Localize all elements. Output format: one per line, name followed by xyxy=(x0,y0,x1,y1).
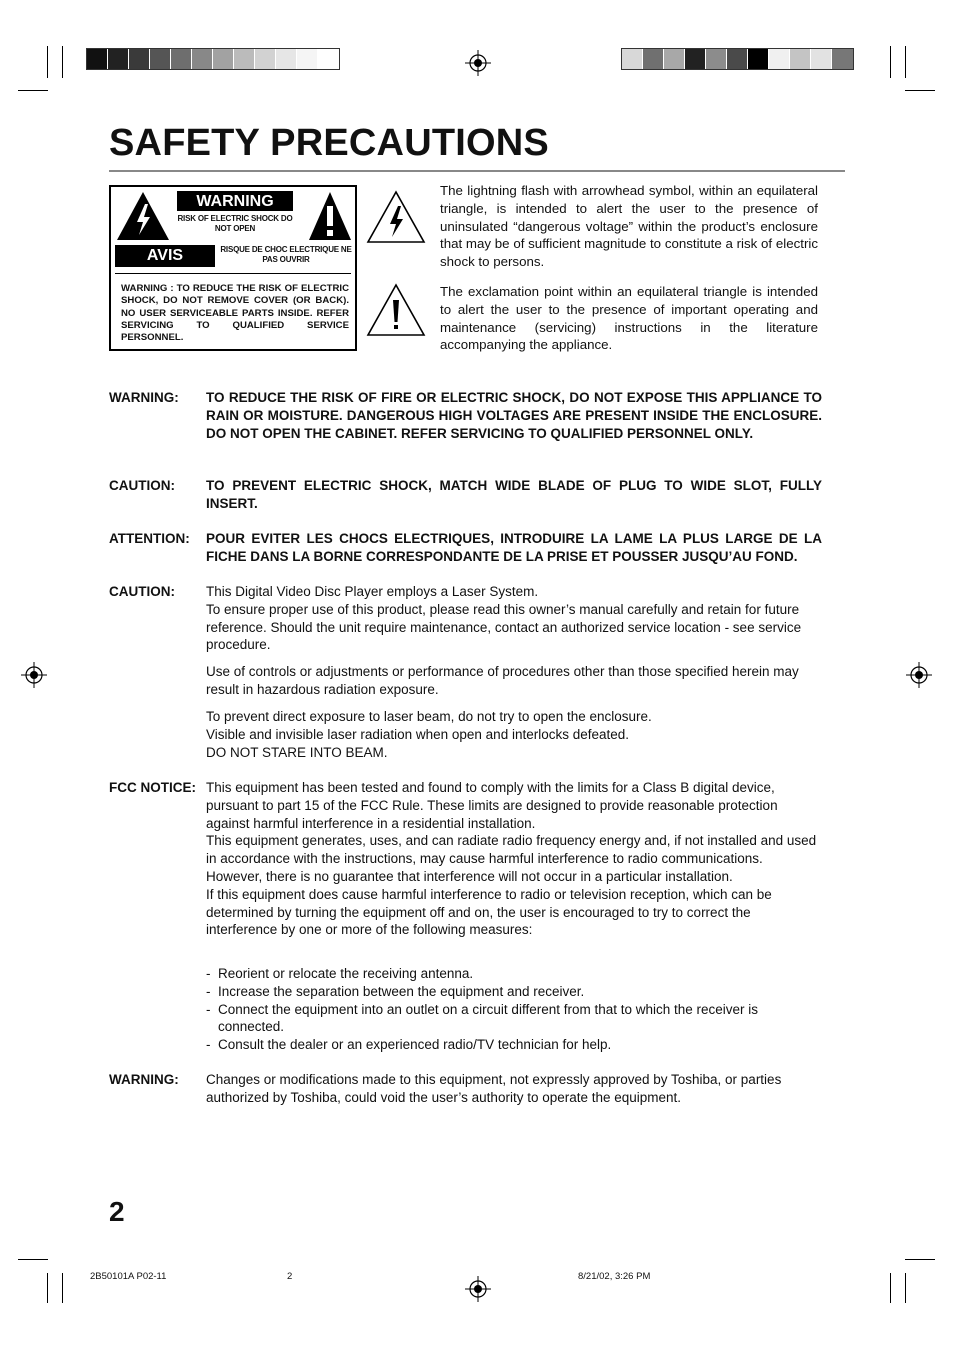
color-swatch xyxy=(685,49,706,69)
notice-modifications-text: Changes or modifications made to this equipment, not expressly approved by Toshiba, or parties authorized by Toshiba, could void the user’s authority to operate the equipment. xyxy=(206,1072,782,1105)
color-swatch xyxy=(748,49,769,69)
color-swatch xyxy=(664,49,685,69)
list-item: - Consult the dealer or an experienced radio/TV technician for help. xyxy=(206,1036,816,1054)
registration-mark-icon xyxy=(21,662,47,688)
lightning-triangle-icon xyxy=(115,190,171,242)
color-swatch xyxy=(129,49,150,69)
page-title: SAFETY PRECAUTIONS xyxy=(109,122,549,164)
color-bar-left xyxy=(86,48,340,70)
label-divider xyxy=(115,273,351,274)
crop-mark xyxy=(62,1273,63,1303)
registration-mark-icon xyxy=(906,662,932,688)
warning-heading: WARNING xyxy=(177,191,293,211)
label-warning-text: WARNING : TO REDUCE THE RISK OF ELECTRIC SHOCK, DO NOT REMOVE COVER (OR BACK). NO USER SERVICEABLE PARTS INSIDE. REFER SERVICING TO QUALIFIED SERVICE PERSONNEL. xyxy=(121,283,349,344)
crop-mark xyxy=(890,46,891,78)
crop-mark xyxy=(905,1273,906,1303)
footer-timestamp: 8/21/02, 3:26 PM xyxy=(578,1271,651,1282)
fcc-paragraph: If this equipment does cause harmful interference to radio or television reception, which can be determined by turning the equipment off and on, the user is encouraged to try to correct the interference by one or more of the following measures: xyxy=(206,886,772,938)
color-bar-right xyxy=(621,48,854,70)
color-swatch xyxy=(87,49,108,69)
lightning-triangle-icon xyxy=(365,189,427,245)
color-swatch xyxy=(213,49,234,69)
color-swatch xyxy=(790,49,811,69)
exclamation-symbol-description: The exclamation point within an equilateral triangle is intended to alert the user to the presence of important operating and maintenance (servicing) instructions in the literature accompanying the appliance. xyxy=(440,284,818,353)
avis-subtext: RISQUE DE CHOC ELECTRIQUE NE PAS OUVRIR xyxy=(220,245,352,264)
exclamation-triangle-icon xyxy=(307,190,353,242)
laser-caution-block xyxy=(206,708,812,761)
laser-caution-line: This Digital Video Disc Player employs a Laser System. xyxy=(206,584,539,599)
footer-file-code: 2B50101A P02-11 xyxy=(90,1271,167,1282)
avis-heading: AVIS xyxy=(115,245,215,267)
color-swatch xyxy=(318,49,339,69)
laser-caution-line: To prevent direct exposure to laser beam, do not try to open the enclosure. xyxy=(206,709,652,724)
crop-mark xyxy=(47,46,48,78)
fcc-paragraph: However, there is no guarantee that interference will not occur in a particular installation. xyxy=(206,868,733,884)
laser-caution-paragraph xyxy=(206,663,812,699)
fcc-paragraph: This equipment has been tested and found to comply with the limits for a Class B digital device, pursuant to part 15 of the FCC Rule. These limits are designed to provide reasonable protection against harmful interference in a residential installation. xyxy=(206,780,778,831)
list-item: - Connect the equipment into an outlet on a circuit different from that to which the receiver is connected. xyxy=(206,1001,816,1037)
crop-mark xyxy=(905,1259,935,1260)
exclamation-triangle-icon xyxy=(365,282,427,338)
notice-label-fcc: FCC NOTICE: xyxy=(109,780,196,795)
color-swatch xyxy=(234,49,255,69)
fcc-measures-list xyxy=(206,965,816,1054)
color-swatch xyxy=(727,49,748,69)
footer-page: 2 xyxy=(287,1271,293,1282)
color-swatch xyxy=(832,49,853,69)
color-swatch xyxy=(192,49,213,69)
crop-mark xyxy=(18,1259,48,1260)
color-swatch xyxy=(622,49,643,69)
laser-caution-line: DO NOT STARE INTO BEAM. xyxy=(206,744,388,760)
crop-mark xyxy=(890,1273,891,1303)
list-item: - Increase the separation between the equipment and receiver. xyxy=(206,983,816,1001)
fcc-notice-block xyxy=(206,779,818,939)
notice-label-warning: WARNING: xyxy=(109,390,179,405)
lightning-symbol-description: The lightning flash with arrowhead symbol, within an equilateral triangle, is intended to alert the user to the presence of uninsulated “dangerous voltage” within the product’s enclosure that may be of sufficient magnitude to constitute a risk of electric shock to persons. xyxy=(440,183,818,270)
color-swatch xyxy=(706,49,727,69)
page-number: 2 xyxy=(109,1196,125,1227)
notice-caution-text: TO PREVENT ELECTRIC SHOCK, MATCH WIDE BLADE OF PLUG TO WIDE SLOT, FULLY INSERT. xyxy=(206,478,822,511)
notice-label-caution-laser: CAUTION: xyxy=(109,584,175,599)
crop-mark xyxy=(18,90,48,91)
color-swatch xyxy=(150,49,171,69)
crop-mark xyxy=(905,90,935,91)
laser-caution-block xyxy=(206,583,812,654)
color-swatch xyxy=(255,49,276,69)
fcc-paragraph: This equipment generates, uses, and can radiate radio frequency energy and, if not installed and used in accordance with the instructions, may cause harmful interference to radio communications. xyxy=(206,833,817,867)
notice-attention-text: POUR EVITER LES CHOCS ELECTRIQUES, INTRODUIRE LA LAME LA PLUS LARGE DE LA FICHE DANS LA BORNE CORRESPONDANTE DE LA PRISE ET POUSSER JUSQU’AU FOND. xyxy=(206,531,822,564)
registration-mark-icon xyxy=(465,1276,491,1302)
color-swatch xyxy=(297,49,318,69)
notice-warning-text: TO REDUCE THE RISK OF FIRE OR ELECTRIC SHOCK, DO NOT EXPOSE THIS APPLIANCE TO RAIN OR MOISTURE. DANGEROUS HIGH VOLTAGES ARE PRESENT INSIDE THE ENCLOSURE. DO NOT OPEN THE CABINET. REFER SERVICING TO QUALIFIED PERSONNEL ONLY. xyxy=(206,390,822,441)
color-swatch xyxy=(108,49,129,69)
notice-label-caution: CAUTION: xyxy=(109,478,175,493)
color-swatch xyxy=(643,49,664,69)
warning-label xyxy=(109,185,357,351)
color-swatch xyxy=(276,49,297,69)
registration-mark-icon xyxy=(465,50,491,76)
notice-label-warning-modifications: WARNING: xyxy=(109,1072,179,1087)
color-swatch xyxy=(769,49,790,69)
notice-label-attention: ATTENTION: xyxy=(109,531,190,546)
color-swatch xyxy=(171,49,192,69)
color-swatch xyxy=(811,49,832,69)
crop-mark xyxy=(62,46,63,78)
laser-caution-line: Visible and invisible laser radiation when open and interlocks defeated. xyxy=(206,726,630,742)
crop-mark xyxy=(47,1273,48,1303)
laser-caution-line: Use of controls or adjustments or performance of procedures other than those specified herein may result in hazardous radiation exposure. xyxy=(206,664,799,697)
crop-mark xyxy=(905,46,906,78)
title-divider xyxy=(109,170,845,172)
list-item: - Reorient or relocate the receiving antenna. xyxy=(206,965,816,983)
laser-caution-line: To ensure proper use of this product, please read this owner’s manual carefully and retain for future reference. Should the unit require maintenance, contact an authorized service location - see service procedure. xyxy=(206,601,802,653)
warning-subtext: RISK OF ELECTRIC SHOCK DO NOT OPEN xyxy=(177,214,293,233)
